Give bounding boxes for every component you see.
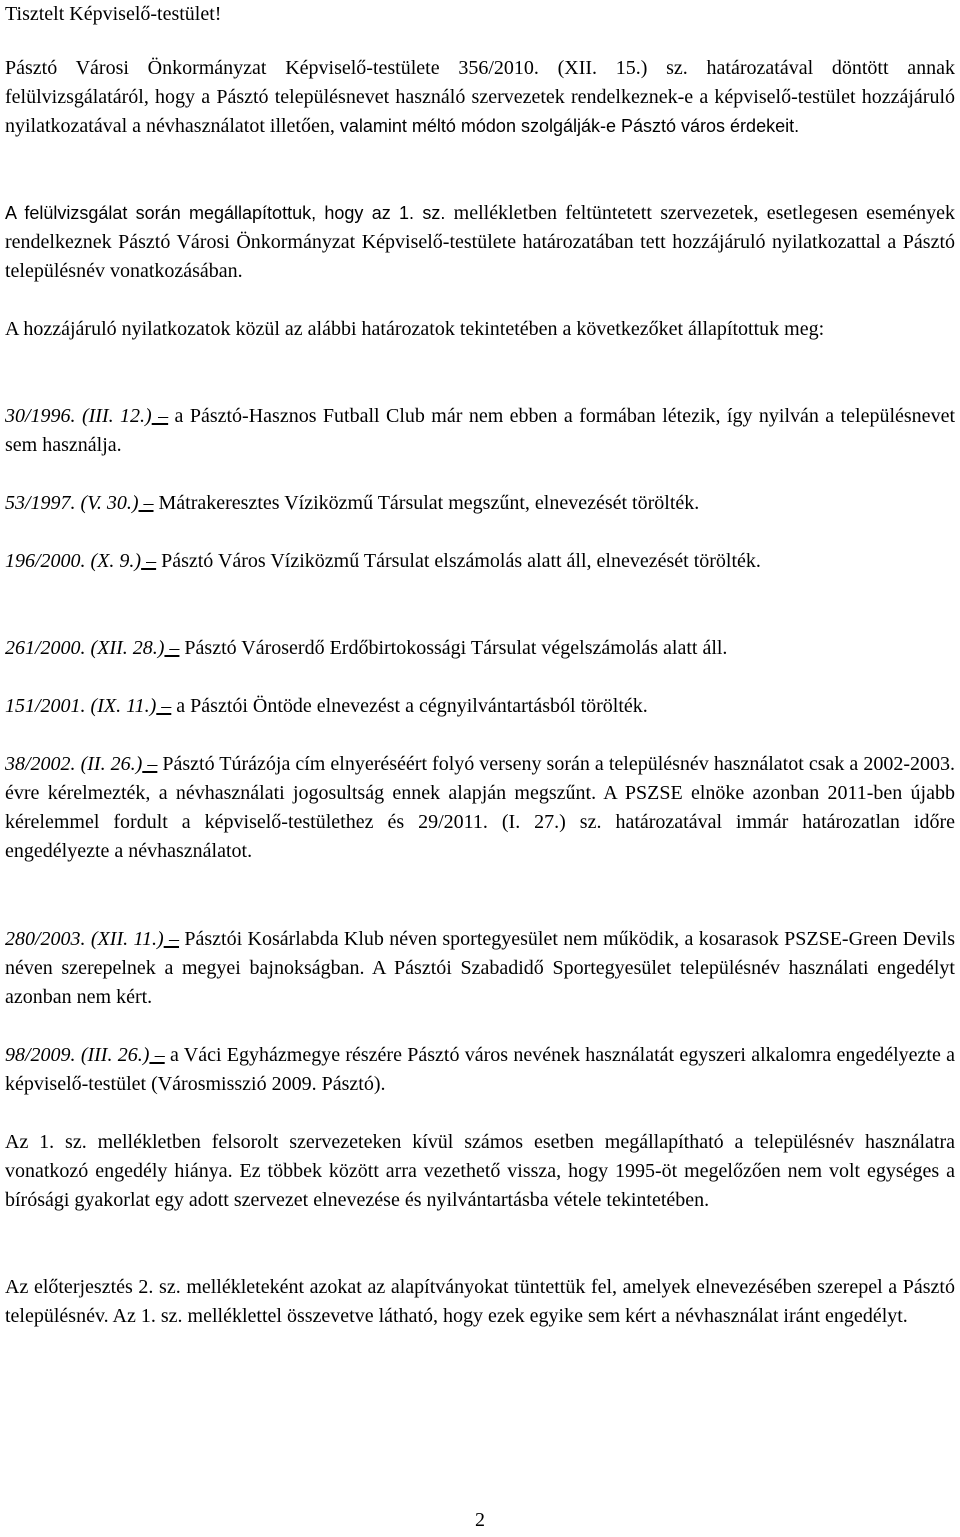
resolution-item <box>5 692 955 721</box>
dash-separator: – <box>138 492 154 514</box>
resolution-ref: 38/2002. (II. 26.) <box>5 753 143 775</box>
dash-separator: – <box>156 695 172 717</box>
resolution-ref: 280/2003. (XII. 11.) <box>5 928 164 950</box>
resolution-ref: 30/1996. (III. 12.) <box>5 405 152 427</box>
resolution-text: Mátrakeresztes Víziközmű Társulat megszűnt, elnevezését törölték. <box>153 492 700 514</box>
resolution-item <box>5 547 955 576</box>
paragraph-intro <box>5 54 955 141</box>
dash-separator: – <box>163 928 180 950</box>
resolution-text: a Váci Egyházmegye részére Pásztó város nevének használatát egyszeri alkalomra engedélyezte a képviselő-testület (Városmisszió 2009. Pásztó). <box>5 1044 956 1095</box>
closing-paragraph: Az előterjesztés 2. sz. mellékleteként azokat az alapítványokat tüntettük fel, amelyek elnevezésében szerepel a Pásztó településnév. Az 1. sz. melléklettel összevetve látható, hogy ezek egyike sem kért a névhasználat iránt engedélyt. <box>5 1276 955 1327</box>
closing-paragraph: Az 1. sz. mellékletben felsorolt szervezeteken kívül számos esetben megállapítható a településnév használatra vonatkozó engedély hiánya. Ez többek között arra vezethető vissza, hogy 1995-öt megelőzően nem volt egységes a bírósági gyakorlat egy adott szervezet elnevezése és nyilvántartásba vétele tekintetében. <box>5 1131 955 1211</box>
resolution-ref: 196/2000. (X. 9.) <box>5 550 142 572</box>
resolution-text: a Pásztói Öntöde elnevezést a cégnyilvántartásból törölték. <box>171 695 648 717</box>
dash-separator: – <box>149 1044 165 1066</box>
resolution-text: Pásztó Túrázója cím elnyeréséért folyó verseny során a településnév használatot csak a 2002-2003. évre kérelmezték, a névhasználati jogosultság ennek alapján megszűnt. A PSZSE elnöke azonban 2011-ben újabb kérelemmel fordult a képviselő-testülethez és 29/2011. (I. 27.) sz. határozatával immár határozatlan időre engedélyezte a névhasználatot. <box>5 753 955 862</box>
resolution-item <box>5 402 955 460</box>
resolution-ref: 261/2000. (XII. 28.) <box>5 637 165 659</box>
paragraph-findings-part1: A felülvizsgálat során megállapítottuk, hogy az 1. sz. <box>5 203 446 223</box>
paragraph-intro-part1: Pásztó Városi Önkormányzat Képviselő-testülete 356/2010. (XII. 15.) sz. határozatával döntött annak felülvizsgálatáról, hogy a Pásztó településnevet használó szervezetek rendelkeznek-e a képviselő-testület hozzájáruló nyilatkozatával a névhasználatot illetően, <box>5 57 955 137</box>
salutation: Tisztelt Képviselő-testület! <box>5 3 222 25</box>
resolution-item <box>5 634 955 663</box>
dash-separator: – <box>151 405 169 427</box>
resolution-text: Pásztó Város Víziközmű Társulat elszámolás alatt áll, elnevezését törölték. <box>156 550 761 572</box>
paragraph-findings <box>5 199 955 286</box>
resolution-item <box>5 1041 955 1099</box>
resolution-ref: 151/2001. (IX. 11.) <box>5 695 157 717</box>
document-page <box>5 0 955 1537</box>
dash-separator: – <box>141 550 157 572</box>
dash-separator: – <box>164 637 180 659</box>
resolution-text: Pásztó Városerdő Erdőbirtokossági Társulat végelszámolás alatt áll. <box>179 637 728 659</box>
resolution-ref: 98/2009. (III. 26.) <box>5 1044 150 1066</box>
paragraph-findings-part2: mellékletben feltüntetett szervezetek, esetlegesen események rendelkeznek Pásztó Városi Önkormányzat Képviselő-testülete határozatában tett hozzájáruló nyilatkozattal a Pásztó településnév vonatkozásában. <box>5 202 955 282</box>
paragraph-intro-part2: valamint méltó módon szolgálják-e Pásztó város érdekeit. <box>339 116 800 136</box>
resolution-text: Pásztói Kosárlabda Klub néven sportegyesület nem működik, a kosarasok PSZSE-Green Devils néven szerepelnek a megyei bajnokságban. A Pásztói Szabadidő Sportegyesület településnév használati engedélyt azonban nem kért. <box>5 928 956 1008</box>
paragraph-statements: A hozzájáruló nyilatkozatok közül az alábbi határozatok tekintetében a következőket állapítottuk meg: <box>5 318 825 340</box>
resolution-item <box>5 489 955 518</box>
resolution-ref: 53/1997. (V. 30.) <box>5 492 139 514</box>
resolution-item <box>5 925 955 1012</box>
resolution-item <box>5 750 955 866</box>
page-number: 2 <box>475 1509 485 1531</box>
resolution-text: a Pásztó-Hasznos Futball Club már nem ebben a formában létezik, így nyilván a településnevet sem használja. <box>5 405 955 456</box>
dash-separator: – <box>142 753 158 775</box>
